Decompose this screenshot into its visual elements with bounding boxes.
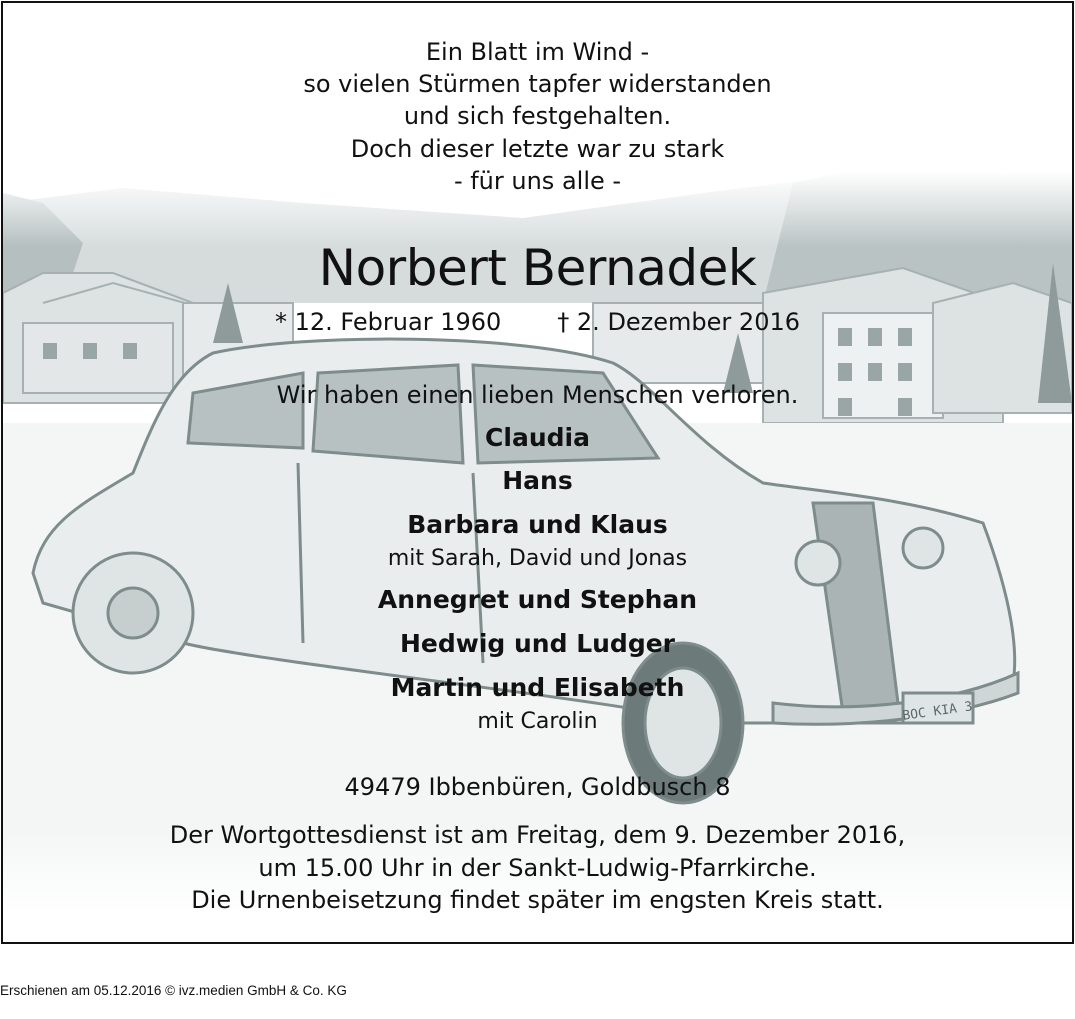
family-member-6-sub: mit Carolin (477, 709, 598, 734)
poem-line-3: und sich festgehalten. (403, 102, 672, 130)
obituary-text (3, 3, 1072, 942)
address: 49479 Ibbenbüren, Goldbusch 8 (344, 773, 731, 801)
family-member-6: Martin und Elisabeth (390, 673, 685, 702)
service-notice-2: um 15.00 Uhr in der Sankt-Ludwig-Pfarrkirche. (258, 854, 817, 882)
death-date: † 2. Dezember 2016 (557, 308, 800, 336)
poem-line-2: so vielen Stürmen tapfer widerstanden (303, 70, 772, 98)
family-member-4: Annegret und Stephan (377, 585, 698, 614)
family-member-1: Claudia (485, 423, 590, 452)
poem-line-4: Doch dieser letzte war zu stark (350, 135, 725, 163)
poem-line-5: - für uns alle - (453, 167, 622, 195)
family-member-3: Barbara und Klaus (407, 510, 668, 539)
service-notice-3: Die Urnenbeisetzung findet später im engsten Kreis statt. (191, 886, 884, 914)
publication-credit: Erschienen am 05.12.2016 © ivz.medien GmbH & Co. KG (0, 983, 347, 998)
birth-date: * 12. Februar 1960 (275, 308, 502, 336)
deceased-name: Norbert Bernadek (318, 239, 757, 297)
service-notice-1: Der Wortgottesdienst ist am Freitag, dem 9. Dezember 2016, (169, 821, 906, 849)
obituary-ad (1, 1, 1074, 944)
intro-text: Wir haben einen lieben Menschen verloren. (276, 381, 799, 409)
family-member-5: Hedwig und Ludger (399, 629, 676, 658)
family-member-3-sub: mit Sarah, David und Jonas (387, 546, 688, 571)
poem-line-1: Ein Blatt im Wind - (425, 38, 650, 66)
family-member-2: Hans (502, 466, 573, 495)
life-dates (3, 308, 1072, 336)
